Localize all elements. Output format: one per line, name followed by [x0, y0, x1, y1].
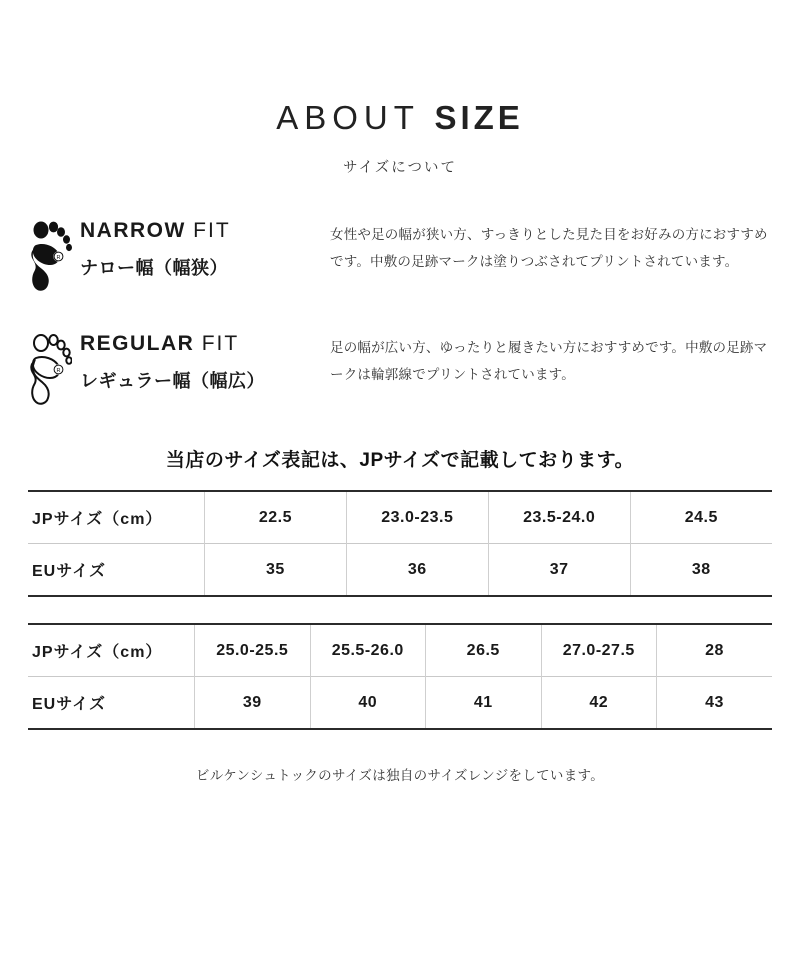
- cell-jp-3: 23.5-24.0: [488, 491, 630, 544]
- table-row: [28, 624, 772, 677]
- table-spacer: [0, 597, 800, 623]
- cell-eu-2: 40: [310, 677, 426, 730]
- table-row: [28, 677, 772, 730]
- cell-eu-3: 41: [426, 677, 542, 730]
- cell-jp-3: 26.5: [426, 624, 542, 677]
- fit-name-en-strong: REGULAR: [80, 332, 195, 356]
- fit-row-regular: [28, 332, 778, 411]
- table-row: [28, 544, 772, 597]
- page-title: [0, 100, 800, 136]
- fit-name-en-light: FIT: [193, 219, 231, 243]
- cell-eu-5: 43: [657, 677, 773, 730]
- row-label-jp: JPサイズ（cm）: [32, 644, 163, 662]
- footnote: ビルケンシュトックのサイズは独自のサイズレンジをしています。: [195, 768, 605, 784]
- svg-text:R: R: [56, 368, 61, 375]
- fit-description-regular: 足の幅が広い方、ゆったりと履きたい方におすすめです。中敷の足跡マークは輪郭線でプリントされています。: [330, 340, 768, 383]
- row-label-eu: EUサイズ: [28, 677, 195, 730]
- row-label-jp: JPサイズ（cm）: [32, 511, 163, 529]
- cell-eu-1: 35: [205, 544, 347, 597]
- cell-eu-4: 42: [541, 677, 657, 730]
- cell-jp-4: 24.5: [630, 491, 772, 544]
- page-header: [0, 0, 800, 177]
- page-subtitle: サイズについて: [342, 160, 458, 177]
- footprint-outline-icon: [28, 332, 74, 411]
- fit-row-narrow: [28, 219, 778, 298]
- cell-jp-4: 27.0-27.5: [541, 624, 657, 677]
- size-table-small: [28, 490, 772, 597]
- fit-name-jp-regular: レギュラー幅（幅広）: [80, 371, 265, 392]
- cell-jp-1: 25.0-25.5: [195, 624, 311, 677]
- fit-name-en-strong: NARROW: [80, 219, 186, 243]
- cell-jp-2: 23.0-23.5: [346, 491, 488, 544]
- page-title-light: ABOUT: [276, 99, 420, 136]
- fit-list: [0, 219, 800, 411]
- fit-label-regular: [74, 332, 330, 393]
- fit-name-en-light: FIT: [201, 332, 240, 356]
- page-title-bold: SIZE: [434, 99, 524, 136]
- cell-eu-4: 38: [630, 544, 772, 597]
- cell-eu-2: 36: [346, 544, 488, 597]
- fit-name-en-regular: [80, 332, 330, 356]
- row-label-eu: EUサイズ: [28, 544, 205, 597]
- table-row: [28, 491, 772, 544]
- cell-eu-1: 39: [195, 677, 311, 730]
- cell-jp-1: 22.5: [205, 491, 347, 544]
- cell-eu-3: 37: [488, 544, 630, 597]
- size-table-large: [28, 623, 772, 730]
- cell-jp-5: 28: [657, 624, 773, 677]
- footprint-filled-icon: [28, 219, 74, 298]
- svg-text:R: R: [56, 255, 61, 262]
- fit-name-jp-narrow: ナロー幅（幅狭）: [80, 258, 228, 279]
- table-heading: 当店のサイズ表記は、JPサイズで記載しております。: [165, 450, 635, 472]
- fit-label-narrow: [74, 219, 330, 280]
- fit-name-en-narrow: [80, 219, 330, 243]
- cell-jp-2: 25.5-26.0: [310, 624, 426, 677]
- fit-description-narrow: 女性や足の幅が狭い方、すっきりとした見た目をお好みの方におすすめです。中敷の足跡マークは塗りつぶされてプリントされています。: [330, 227, 768, 270]
